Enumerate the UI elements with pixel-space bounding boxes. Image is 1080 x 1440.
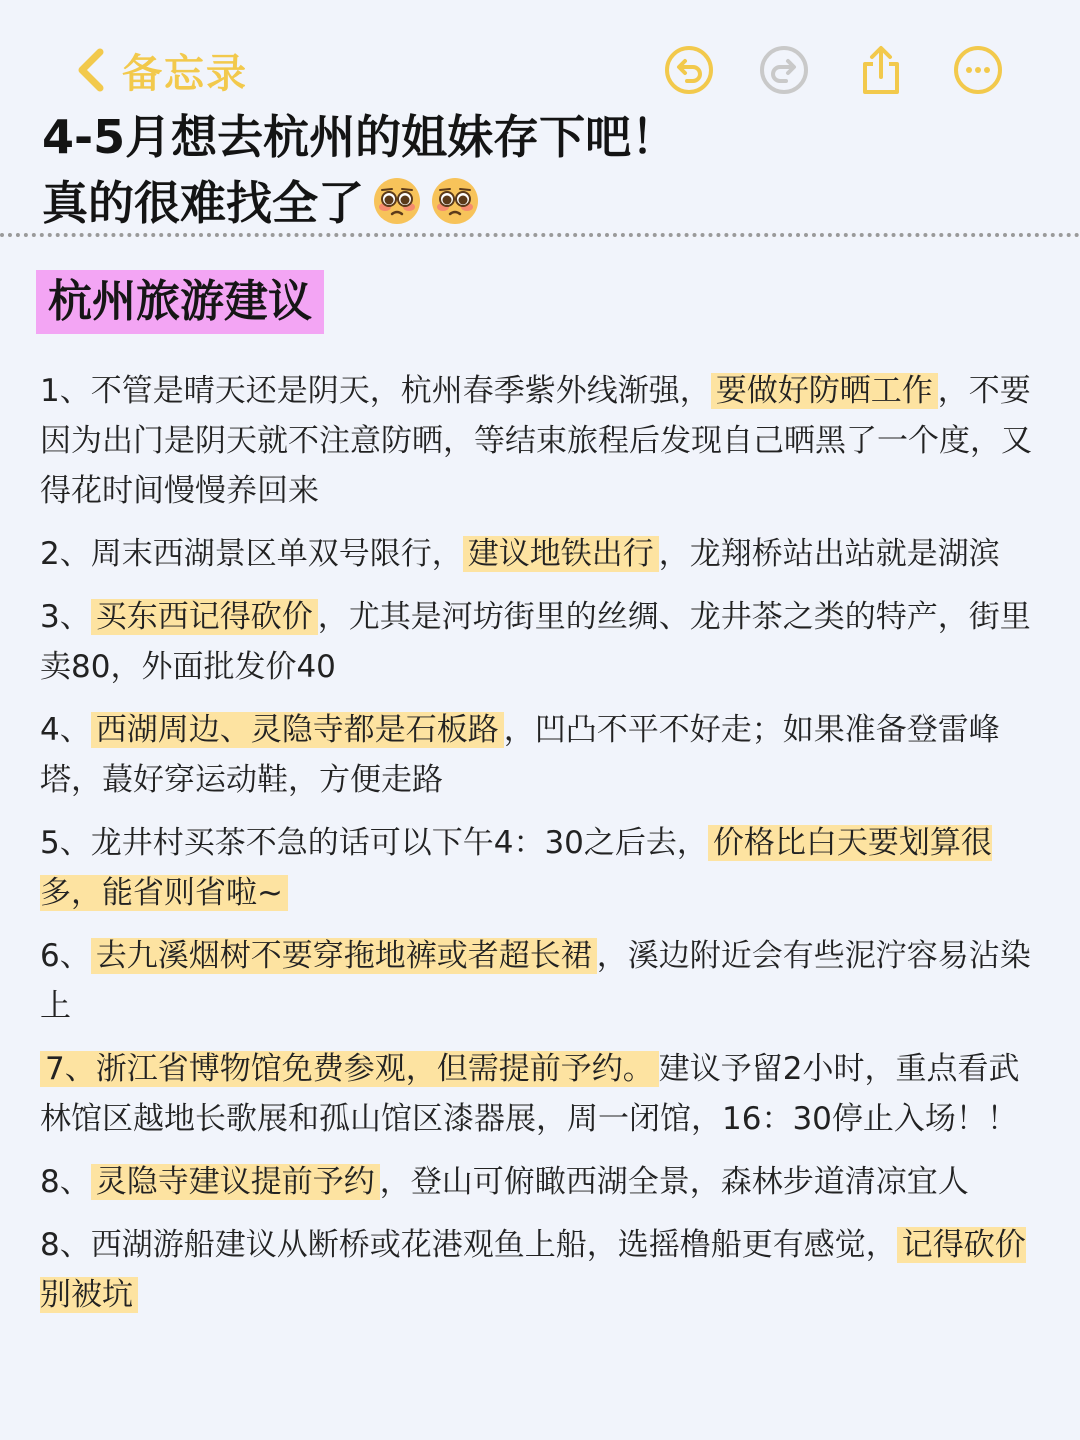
redo-button[interactable]: [758, 44, 810, 96]
tip-highlight: 西湖周边、灵隐寺都是石板路: [91, 712, 504, 748]
back-label: 备忘录: [122, 50, 248, 97]
tip-text: ，溪边附近会有些泥泞容易沾染上: [40, 938, 1031, 1024]
navigation-bar: [0, 0, 1080, 110]
more-button[interactable]: [952, 44, 1004, 96]
tip-text: 6、: [40, 938, 91, 974]
tip-text: 5、龙井村买茶不急的话可以下午4：30之后去，: [40, 825, 708, 861]
tip-text: ，登山可俯瞰西湖全景，森林步道清凉宜人: [379, 1164, 969, 1200]
tip-highlight: 买东西记得砍价: [91, 599, 318, 635]
tip-text: ，凹凸不平不好走；如果准备登雷峰塔，蕞好穿运动鞋，方便走路: [40, 712, 1000, 798]
tip-text: ，尤其是河坊街里的丝绸、龙井茶之类的特产，街里卖80，外面批发价40: [40, 599, 1031, 685]
undo-button[interactable]: [663, 44, 715, 96]
tip-text: 8、: [40, 1164, 91, 1200]
pleading-face-icon: [430, 176, 480, 226]
tip-text: 建议予留2小时，重点看武林馆区越地长歌展和孤山馆区漆器展，周一闭馆，16：30停止入场！！: [40, 1051, 1020, 1137]
tip-highlight: 要做好防晒工作: [711, 373, 938, 409]
chevron-left-icon: [72, 44, 108, 96]
tip-item: [40, 931, 1040, 1031]
tip-highlight: 建议地铁出行: [463, 536, 659, 572]
tip-text: ，不要因为出门是阴天就不注意防晒，等结束旅程后发现自己晒黑了一个度，又得花时间慢慢养回来: [40, 373, 1032, 509]
tip-highlight: 去九溪烟树不要穿拖地裤或者超长裙: [91, 938, 597, 974]
tip-highlight: 7、浙江省博物馆免费参观，但需提前予约。: [40, 1051, 659, 1087]
tip-text: 3、: [40, 599, 91, 635]
tip-highlight: 价格比白天要划算很多，能省则省啦~: [40, 825, 992, 911]
tip-text: 1、不管是晴天还是阴天，杭州春季紫外线渐强，: [40, 373, 711, 409]
pleading-face-icon: [372, 176, 422, 226]
dotted-divider: [0, 233, 1080, 237]
title-line-1: 4-5月想去杭州的姐妹存下吧！: [42, 110, 678, 164]
redo-icon: [758, 44, 810, 96]
back-button[interactable]: [72, 40, 248, 100]
tip-item: [40, 592, 1040, 692]
share-button[interactable]: [855, 44, 907, 96]
section-heading: 杭州旅游建议: [36, 270, 324, 334]
tip-text: 8、西湖游船建议从断桥或花港观鱼上船，选摇橹船更有感觉，: [40, 1227, 897, 1263]
tips-list: [40, 366, 1040, 1333]
tip-text: 4、: [40, 712, 91, 748]
tip-item: [40, 529, 1040, 579]
tip-text: 2、周末西湖景区单双号限行，: [40, 536, 463, 572]
tip-highlight: 灵隐寺建议提前予约: [91, 1164, 380, 1200]
tip-item: [40, 1044, 1040, 1144]
tip-item: [40, 705, 1040, 805]
tip-item: [40, 366, 1040, 516]
note-title: [42, 104, 1042, 236]
tip-highlight: 记得砍价别被坑: [40, 1227, 1026, 1313]
title-line-2-text: 真的很难找全了: [42, 176, 364, 230]
tip-item: [40, 818, 1040, 918]
more-icon: [952, 44, 1004, 96]
tip-item: [40, 1220, 1040, 1320]
tip-item: [40, 1157, 1040, 1207]
tip-text: ，龙翔桥站出站就是湖滨: [658, 536, 1000, 572]
share-icon: [855, 44, 907, 96]
undo-icon: [663, 44, 715, 96]
title-line-2: [42, 170, 1042, 236]
